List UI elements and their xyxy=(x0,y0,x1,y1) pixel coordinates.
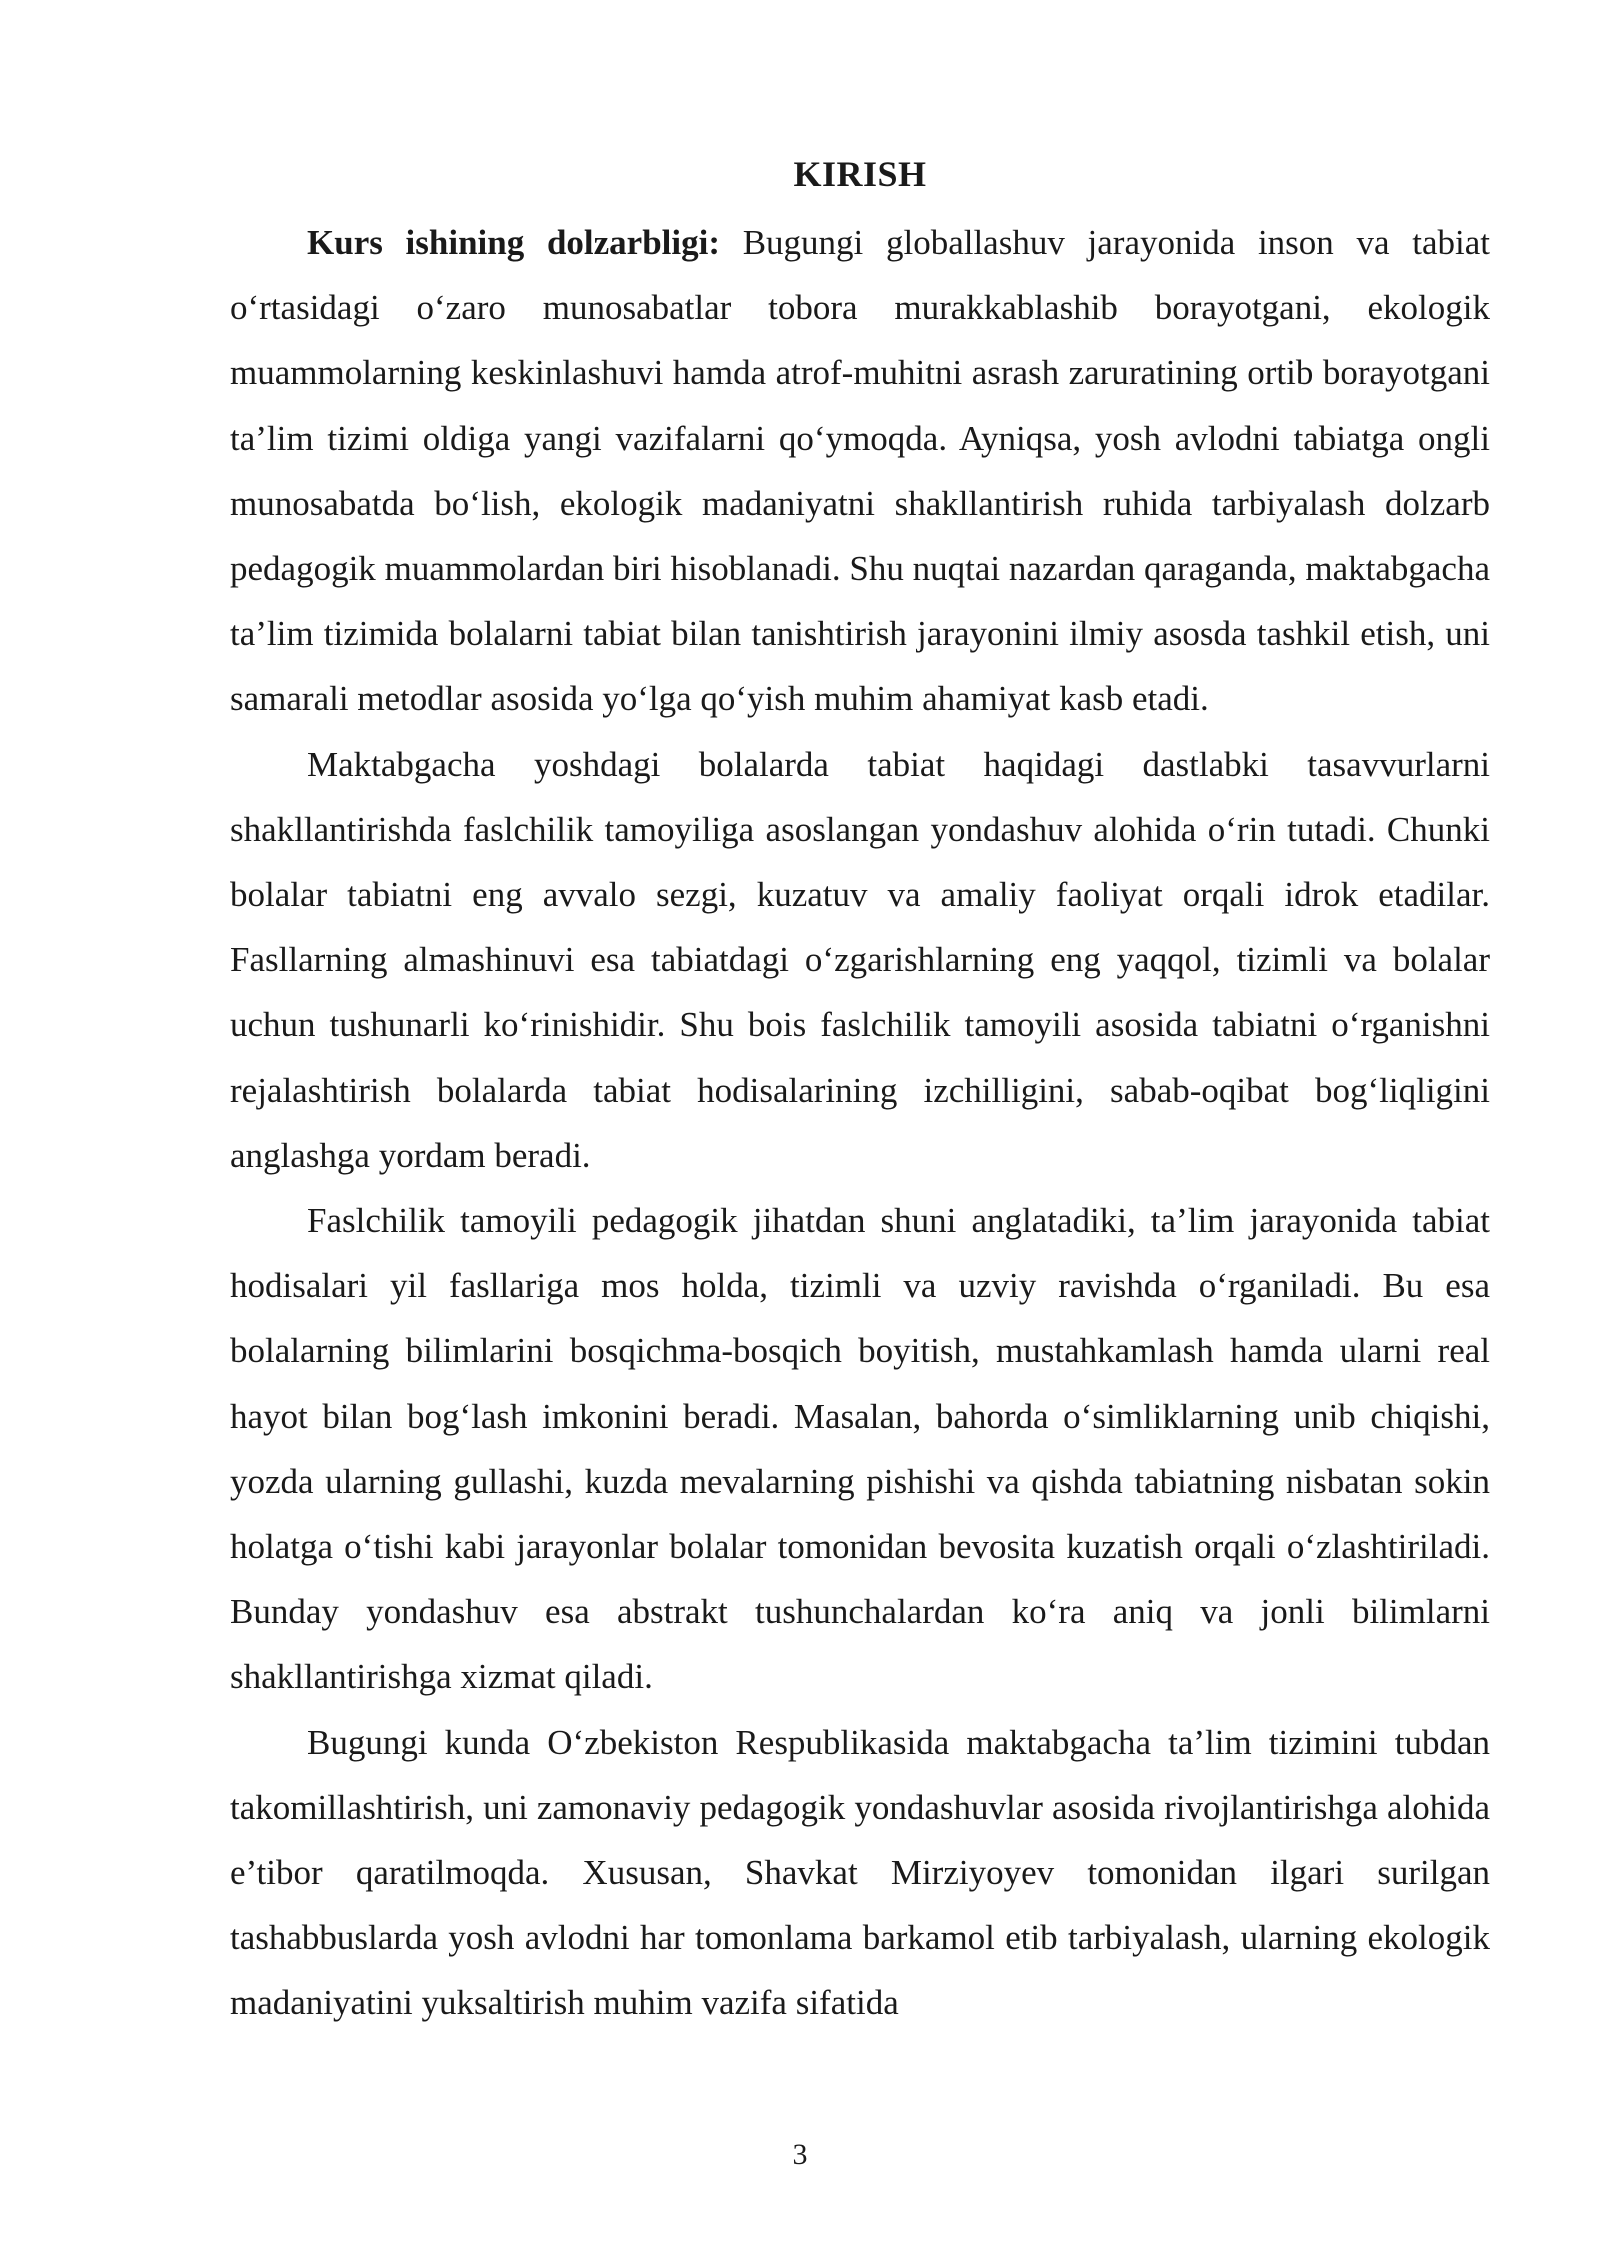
paragraph-uzbekistan-policy xyxy=(230,1710,1490,2036)
paragraph-text: Faslchilik tamoyili pedagogik jihatdan shuni anglatadiki, ta’lim jarayonida tabiat hodisalari yil fasllariga mos holda, tizimli va uzviy ravishda o‘rganiladi. Bu esa bolalarning bilimlarini bosqichma-bosqich boyitish, mustahkamlash hamda ularni real hayot bilan bog‘lash imkonini beradi. Masalan, bahorda o‘simliklarning unib chiqishi, yozda ularning gullashi, kuzda mevalarning pishishi va qishda tabiatning nisbatan sokin holatga o‘tishi kabi jarayonlar bolalar tomonidan bevosita kuzatish orqali o‘zlashtiriladi. Bunday yondashuv esa abstrakt tushunchalardan ko‘ra aniq va jonli bilimlarni shakllantirishga xizmat qiladi. xyxy=(230,1201,1490,1697)
paragraph-text: Bugungi kunda O‘zbekiston Respublikasida maktabgacha ta’lim tizimini tubdan takomillashtirish, uni zamonaviy pedagogik yondashuvlar asosida rivojlantirishga alohida e’tibor qaratilmoqda. Xususan, Shavkat Mirziyoyev tomonidan ilgari surilgan tashabbuslarda yosh avlodni har tomonlama barkamol etib tarbiyalash, ularning ekologik madaniyatini yuksaltirish muhim vazifa sifatida xyxy=(230,1722,1490,2023)
paragraph-text: Bugungi globallashuv jarayonida inson va tabiat o‘rtasidagi o‘zaro munosabatlar tobora murakkablashib borayotgani, ekologik muammolarning keskinlashuvi hamda atrof-muhitni asrash zaruratining ortib borayotgani ta’lim tizimi oldiga yangi vazifalarni qo‘ymoqda. Ayniqsa, yosh avlodni tabiatga ongli munosabatda bo‘lish, ekologik madaniyatni shakllantirish ruhida tarbiyalash dolzarb pedagogik muammolardan biri hisoblanadi. Shu nuqtai nazardan qaraganda, maktabgacha ta’lim tizimida bolalarni tabiat bilan tanishtirish jarayonini ilmiy asosda tashkil etish, uni samarali metodlar asosida yo‘lga qo‘yish muhim ahamiyat kasb etadi. xyxy=(230,223,1490,719)
paragraph-text: Maktabgacha yoshdagi bolalarda tabiat haqidagi dastlabki tasavvurlarni shakllantirishda faslchilik tamoyiliga asoslangan yondashuv alohida o‘rin tutadi. Chunki bolalar tabiatni eng avvalo sezgi, kuzatuv va amaliy faoliyat orqali idrok etadilar. Fasllarning almashinuvi esa tabiatdagi o‘zgarishlarning eng yaqqol, tizimli va bolalar uchun tushunarli ko‘rinishidir. Shu bois faslchilik tamoyili asosida tabiatni o‘rganishni rejalashtirish bolalarda tabiat hodisalarining izchilligini, sabab-oqibat bog‘liqligini anglashga yordam beradi. xyxy=(230,744,1490,1175)
paragraph-seasonal-principle xyxy=(230,1188,1490,1710)
page-number: 3 xyxy=(792,2138,808,2171)
page-title: KIRISH xyxy=(793,154,927,194)
document-page xyxy=(230,148,1490,2036)
paragraph-relevance xyxy=(230,210,1490,732)
paragraph-lead: Kurs ishining dolzarbligi: xyxy=(307,223,720,262)
paragraph-seasonal-approach xyxy=(230,732,1490,1188)
